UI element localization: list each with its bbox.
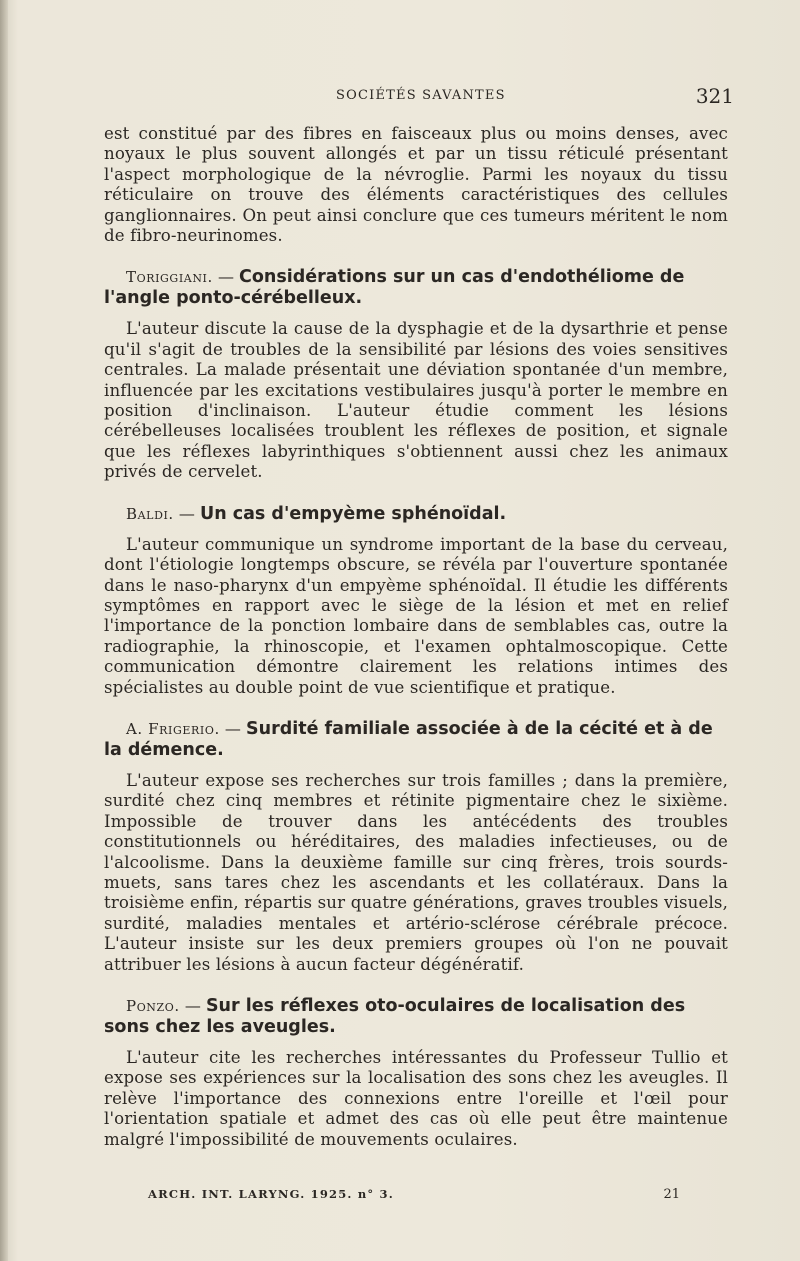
intro-paragraph: est constitué par des fibres en faisceaux plus ou moins denses, avec noyaux le plus souvent allongés et par un tissu réticulé présentant l'aspect morphologique de la névroglie. Parmi les noyaux du tissu réticulaire on trouve des éléments caractéristiques des cellules ganglionnaires. On peut ainsi conclure que ces tumeurs méritent le nom de fibro-neurinomes. <box>104 124 728 246</box>
section-dash: — <box>212 267 240 287</box>
section-heading <box>104 266 728 309</box>
running-head: SOCIÉTÉS SAVANTES <box>336 88 506 103</box>
section-title: Surdité familiale associée à de la cécité et à de la démence. <box>104 718 713 760</box>
section-body: L'auteur communique un syndrome important de la base du cerveau, dont l'étiologie longtemps obscure, se révéla par l'ouverture spontanée dans le naso-pharynx d'un empyème sphénoïdal. Il étudie les différents symptômes en rapport avec le siège de la lésion et met en relief l'importance de la ponction lombaire dans de semblables cas, outre la radiographie, la rhinoscopie, et l'examen ophtalmoscopique. Cette communication démontre clairement les relations intimes des spécialistes au double point de vue scientifique et pratique. <box>104 534 728 697</box>
page-footer <box>148 1187 680 1205</box>
section-body: L'auteur discute la cause de la dysphagie et de la dysarthrie et pense qu'il s'agit de troubles de la sensibilité par lésions des voies sensitives centrales. La malade présentait une déviation spontanée d'un membre, influencée par les excitations vestibulaires jusqu'à porter le membre en position d'inclinaison. L'auteur étudie comment les lésions cérébelleuses localisées troublent les réflexes de position, et signale que les réflexes labyrinthiques s'obtiennent aussi chez les animaux privés de cervelet. <box>104 319 728 482</box>
section-toriggiani <box>104 266 728 482</box>
section-heading <box>104 718 728 761</box>
section-heading <box>104 503 728 525</box>
section-title: Sur les réflexes oto-oculaires de localisation des sons chez les aveugles. <box>104 996 686 1037</box>
section-author: Baldi. <box>126 504 174 523</box>
section-dash: — <box>219 718 247 738</box>
page-body <box>104 124 728 1150</box>
section-dash: — <box>179 996 206 1015</box>
section-body: L'auteur expose ses recherches sur trois familles ; dans la première, surdité chez cinq membres et rétinite pigmentaire chez le sixième. Impossible de trouver dans les antécédents des troubles constitutionnels ou héréditaires, des maladies infectieuses, ou de l'alcoolisme. Dans la deuxième famille sur cinq frères, trois sourds-muets, sans tares chez les ascendants et les collatéraux. Dans la troisième enfin, répartis sur quatre générations, graves troubles visuels, surdité, maladies mentales et artério-sclérose cérébrale précoce. L'auteur insiste sur les deux premiers groupes où l'on ne pouvait attribuer les lésions à aucun facteur dégénératif. <box>104 770 728 974</box>
section-dash: — <box>173 503 200 523</box>
section-body: L'auteur cite les recherches intéressantes du Professeur Tullio et expose ses expériences sur la localisation des sons chez les aveugles. Il relève l'importance des connexions entre l'oreille et l'œil pour l'orientation spatiale et admet des cas où elle peut être maintenue malgré l'impossibilité de mouvements oculaires. <box>104 1048 728 1149</box>
section-author: Toriggiani. <box>126 268 213 287</box>
section-title: Un cas d'empyème sphénoïdal. <box>199 503 507 524</box>
page-header <box>104 86 734 110</box>
signature-mark: 21 <box>663 1187 680 1202</box>
page-binding-edge <box>0 0 8 1261</box>
section-author: A. Frigerio. <box>126 719 220 738</box>
section-ponzo <box>104 995 728 1150</box>
page-number: 321 <box>695 84 734 108</box>
section-author: Ponzo. <box>126 997 180 1015</box>
section-heading <box>104 995 728 1038</box>
section-frigerio <box>104 718 728 975</box>
journal-reference: ARCH. INT. LARYNG. 1925. n° 3. <box>148 1187 394 1201</box>
section-title: Considérations sur un cas d'endothéliome de l'angle ponto-cérébelleux. <box>104 267 685 309</box>
section-baldi <box>104 503 728 698</box>
